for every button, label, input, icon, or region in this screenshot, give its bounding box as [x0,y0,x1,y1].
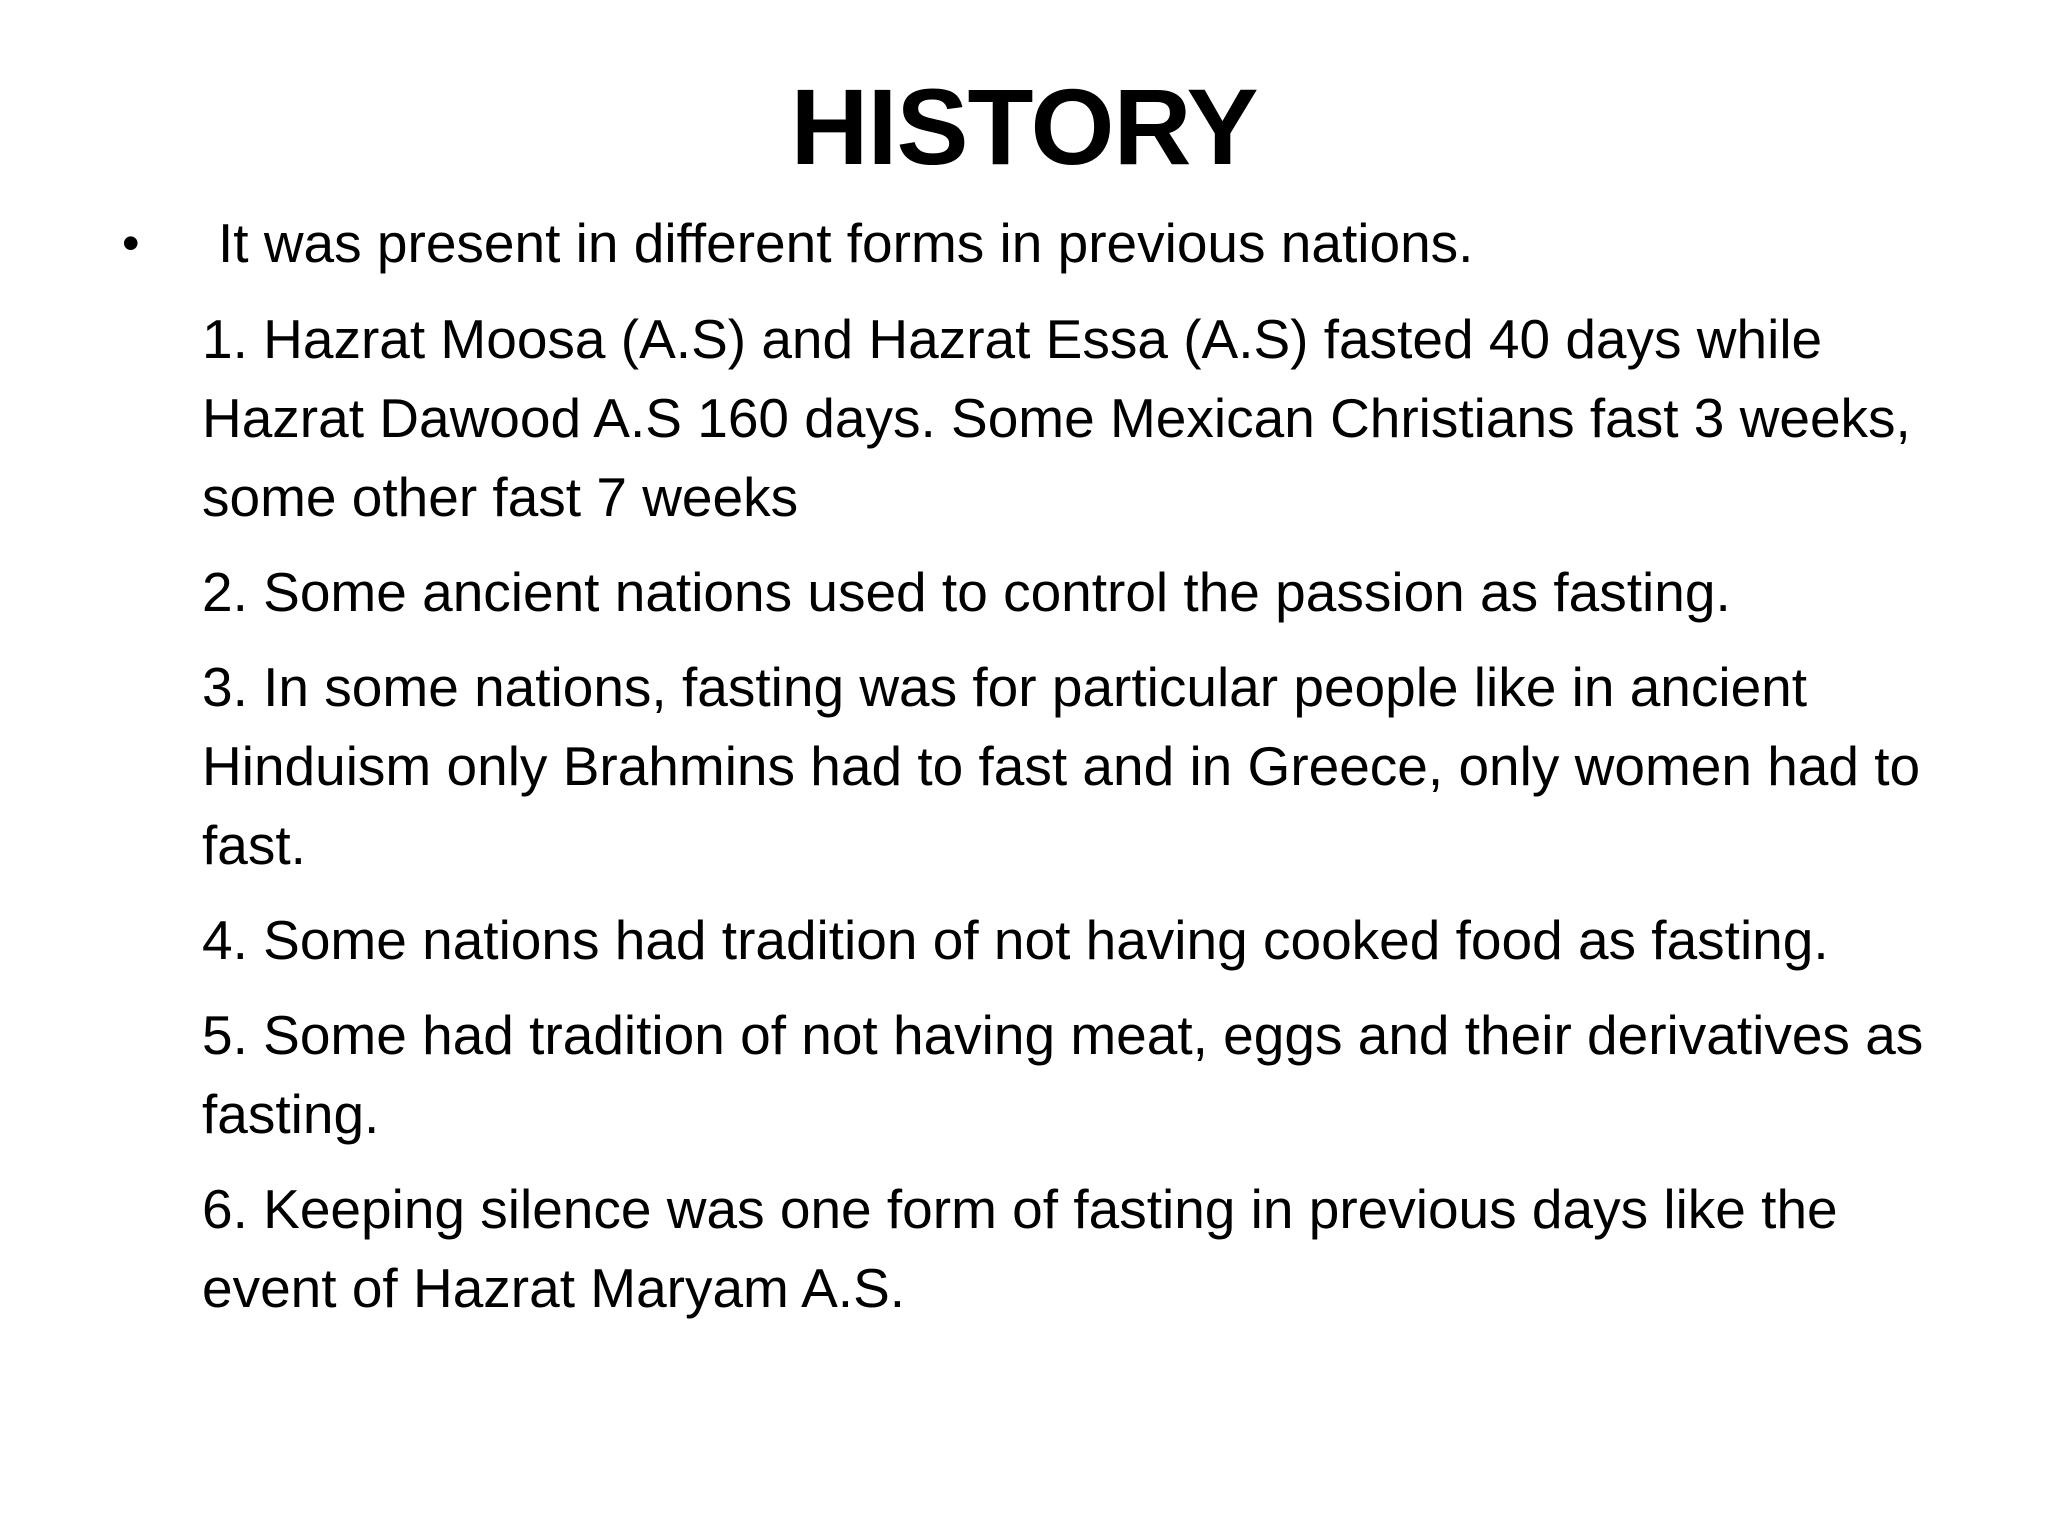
list-item: 5. Some had tradition of not having meat, eggs and their derivatives as fasting. [202,1004,1924,1145]
list-item: 3. In some nations, fasting was for particular people like in ancient Hinduism only Brahmins had to fast and in Greece, only women had to fast. [202,656,1921,876]
list-item: 4. Some nations had tradition of not having cooked food as fasting. [202,909,1829,971]
slide-title: HISTORY [790,66,1258,187]
list-item: 2. Some ancient nations used to control the passion as fasting. [202,561,1731,623]
main-bullet-text: It was present in different forms in previous nations. [218,212,1474,274]
bullet-icon: • [122,215,140,271]
list-item: 1. Hazrat Moosa (A.S) and Hazrat Essa (A.S) fasted 40 days while Hazrat Dawood A.S 160 days. Some Mexican Christians fast 3 weeks, some other fast 7 weeks [202,308,1911,528]
list-item: 6. Keeping silence was one form of fasting in previous days like the event of Hazrat Maryam A.S. [202,1178,1838,1319]
numbered-list [202,300,1962,1344]
